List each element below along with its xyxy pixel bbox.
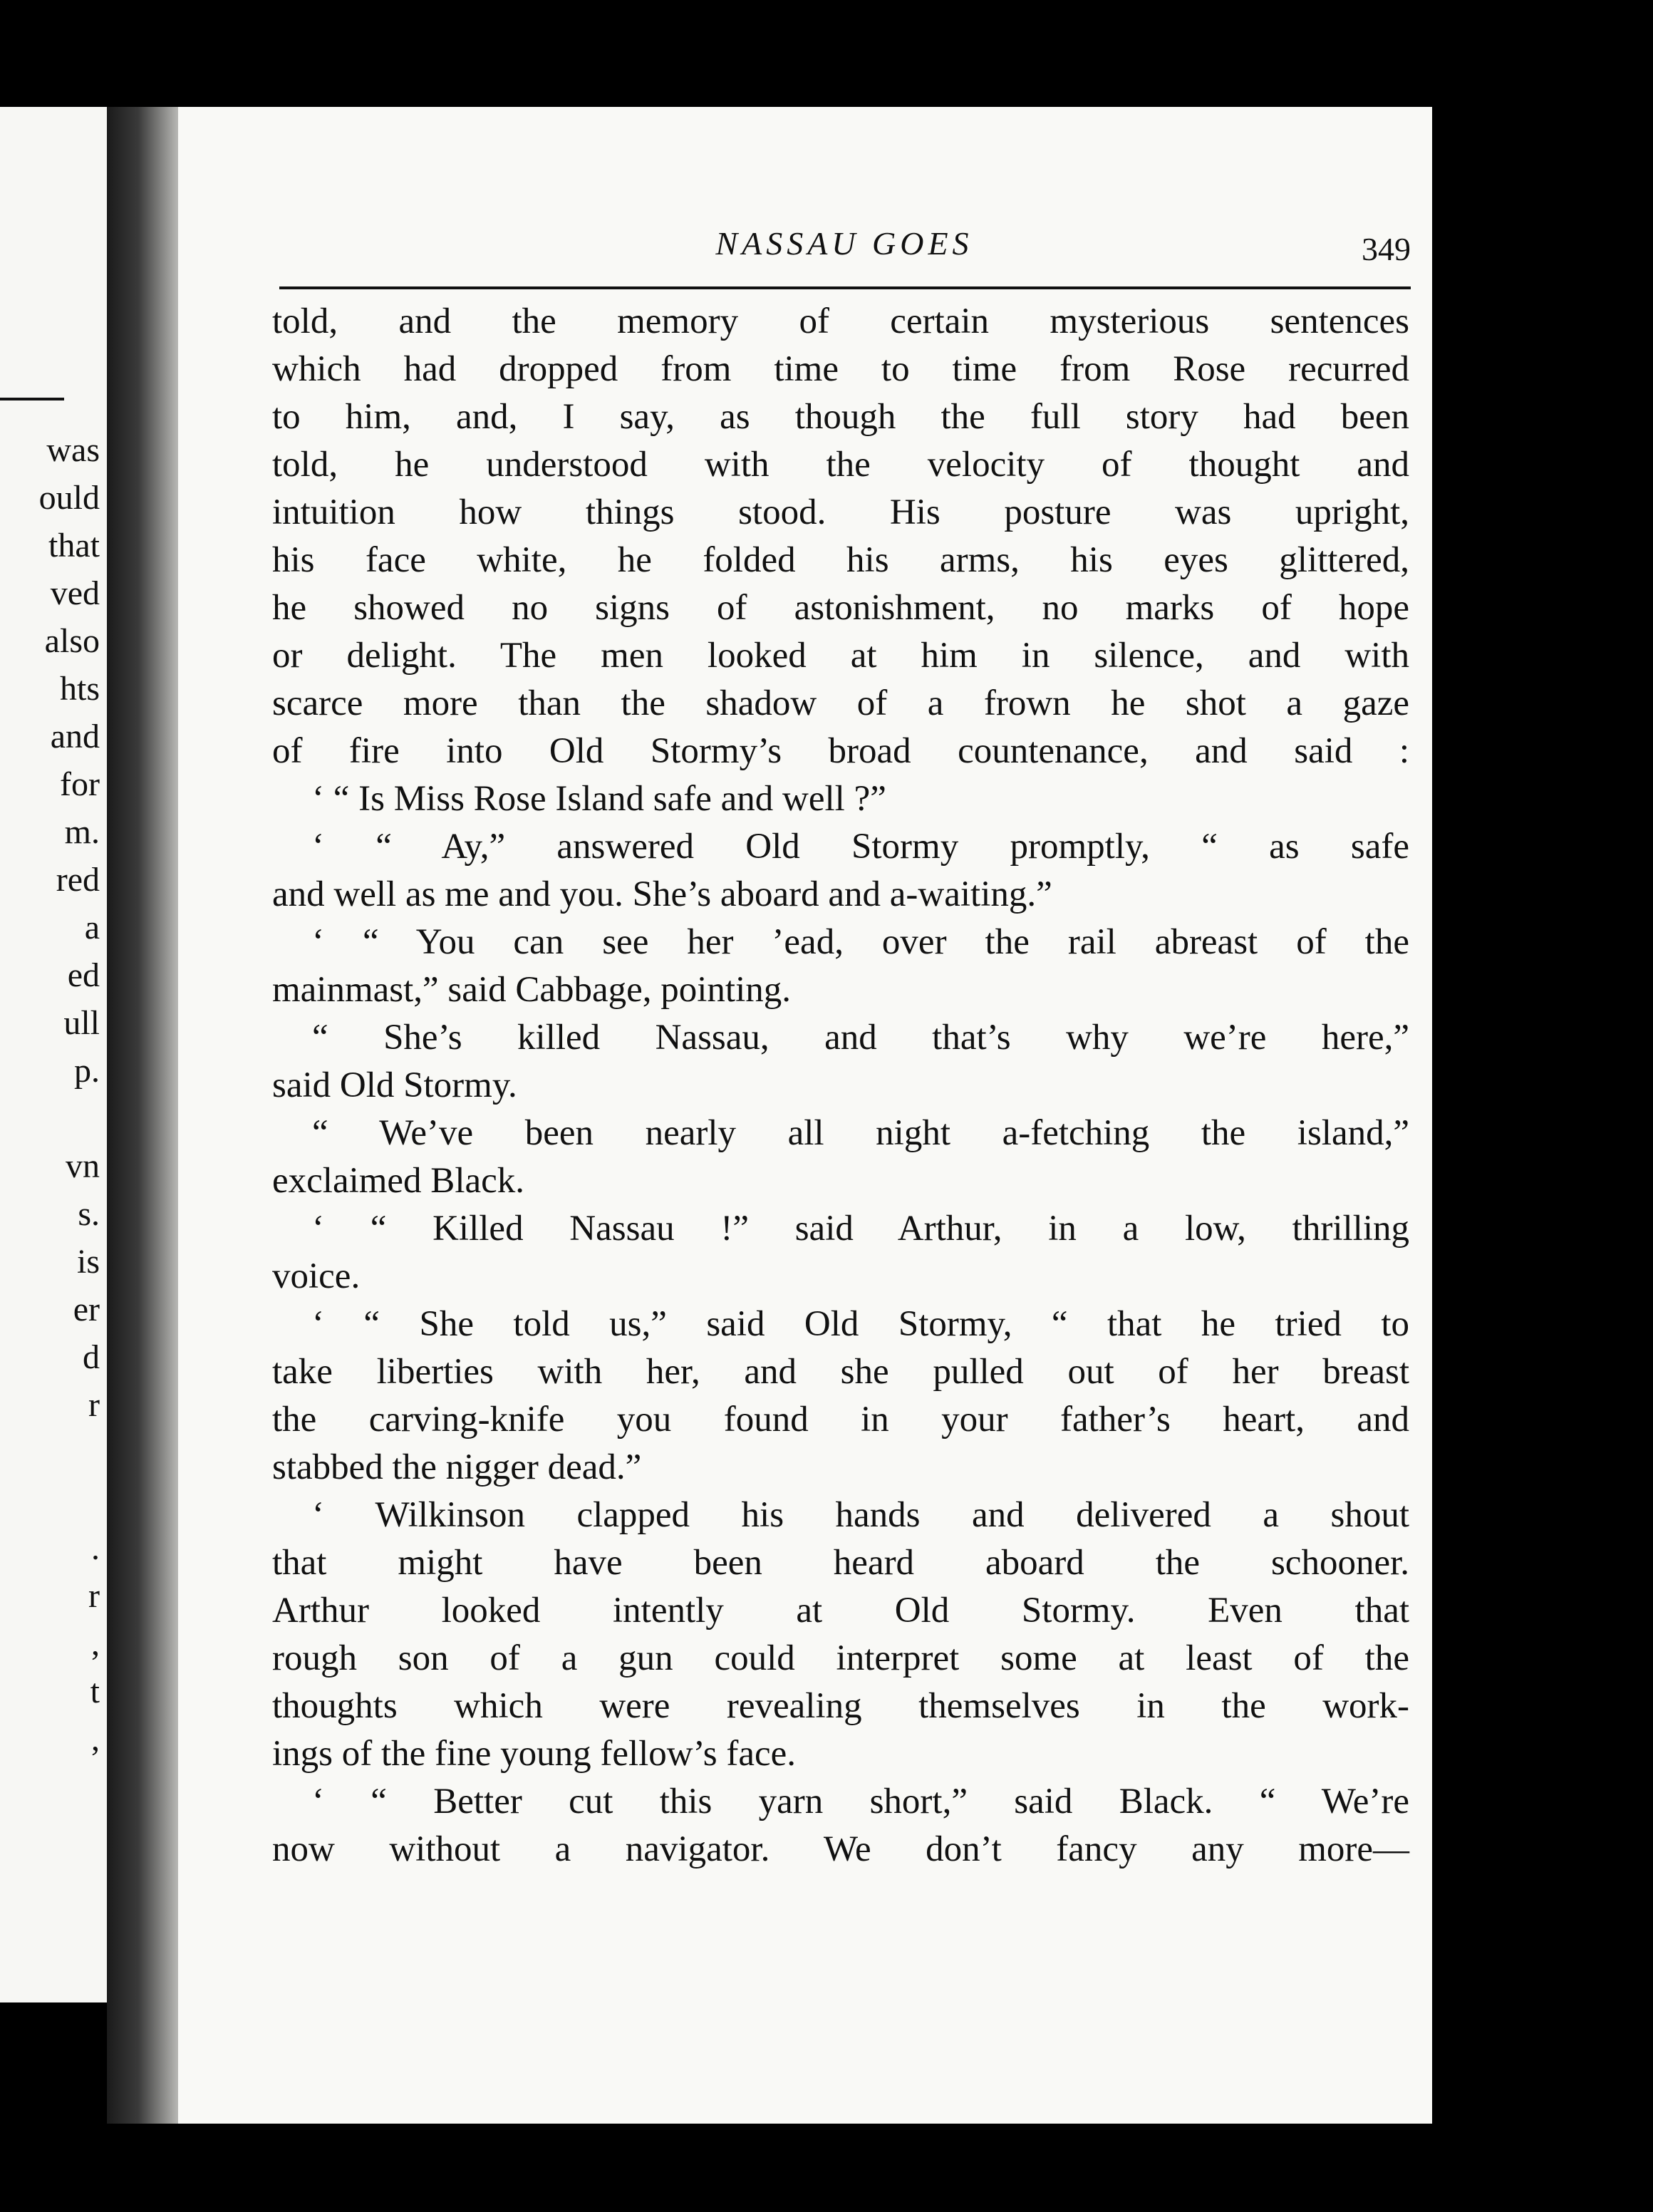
text-line: rough son of a gun could interpret some at least of the [272, 1638, 1409, 1678]
previous-page-line: was [46, 431, 100, 469]
previous-page-text [0, 426, 100, 1763]
previous-page-line: also [44, 622, 100, 660]
book-gutter [107, 107, 185, 2124]
text-line: thoughts which were revealing themselves in the work- [272, 1686, 1409, 1726]
previous-page-fragment [0, 107, 113, 2002]
previous-page-line: is [76, 1243, 100, 1281]
text-line: ‘ “ Better cut this yarn short,” said Black. “ We’re [312, 1782, 1409, 1821]
page-number: 349 [1362, 231, 1411, 267]
text-line: he showed no signs of astonishment, no marks of hope [272, 588, 1409, 628]
previous-page-line: ould [38, 479, 100, 517]
text-line: ‘ “ Killed Nassau !” said Arthur, in a low, thrilling [312, 1209, 1409, 1249]
previous-page-line: , [91, 1625, 100, 1663]
text-line: ‘ Wilkinson clapped his hands and delivered a shout [312, 1495, 1409, 1535]
previous-page-line [0, 1477, 100, 1524]
text-line: his face white, he folded his arms, his eyes glittered, [272, 540, 1409, 580]
previous-page-line: er [73, 1291, 100, 1328]
scan-border [1432, 107, 1653, 2124]
previous-page-line: a [84, 909, 100, 946]
previous-page-line: for [60, 765, 100, 803]
body-text [272, 298, 1409, 1874]
text-line: now without a navigator. We don’t fancy any more— [272, 1829, 1409, 1869]
text-line: that might have been heard aboard the schooner. [272, 1543, 1409, 1583]
text-line: the carving-knife you found in your father’s heart, and [272, 1400, 1409, 1440]
previous-page-line: and [50, 718, 100, 755]
text-line: or delight. The men looked at him in silence, and with [272, 636, 1409, 676]
previous-page-line: t [90, 1673, 100, 1710]
previous-page-line: ull [63, 1004, 100, 1042]
text-line: scarce more than the shadow of a frown he shot a gaze [272, 683, 1409, 723]
text-line: Arthur looked intently at Old Stormy. Even that [272, 1591, 1409, 1630]
previous-page-line: . [91, 1529, 100, 1567]
text-line: stabbed the nigger dead.” [272, 1447, 642, 1487]
previous-page-line: r [88, 1577, 100, 1615]
text-line: which had dropped from time to time from Rose recurred [272, 349, 1409, 389]
previous-page-line: p. [74, 1052, 100, 1090]
text-line: intuition how things stood. His posture was upright, [272, 492, 1409, 532]
previous-page-line: m. [64, 813, 100, 851]
running-head [278, 224, 1411, 274]
text-line: ‘ “ Ay,” answered Old Stormy promptly, “ as safe [312, 827, 1409, 867]
previous-page-rule [0, 398, 64, 400]
text-line: voice. [272, 1256, 361, 1296]
previous-page-line: that [48, 527, 100, 564]
text-line: ings of the fine young fellow’s face. [272, 1734, 797, 1774]
text-line: ‘ “ She told us,” said Old Stormy, “ that he tried to [312, 1304, 1409, 1344]
text-line: told, and the memory of certain mysterious sentences [272, 301, 1409, 341]
previous-page-line: red [56, 861, 100, 899]
previous-page-line: hts [59, 670, 100, 708]
previous-page-line: r [88, 1386, 100, 1424]
text-line: and well as me and you. She’s aboard and a-waiting.” [272, 874, 1052, 914]
previous-page-line: , [91, 1720, 100, 1758]
text-line: “ She’s killed Nassau, and that’s why we’re here,” [312, 1018, 1409, 1058]
previous-page-line: d [83, 1338, 100, 1376]
text-line: told, he understood with the velocity of thought and [272, 445, 1409, 485]
text-line: mainmast,” said Cabbage, pointing. [272, 970, 792, 1010]
previous-page-line [0, 1429, 100, 1477]
running-head-title: NASSAU GOES [715, 225, 973, 262]
previous-page-line: s. [78, 1195, 100, 1233]
previous-page-line: ved [50, 574, 100, 612]
text-line: said Old Stormy. [272, 1065, 517, 1105]
text-line: ‘ “ Is Miss Rose Island safe and well ?” [312, 779, 886, 819]
header-rule [279, 286, 1411, 289]
previous-page-line [0, 1095, 100, 1142]
text-line: exclaimed Black. [272, 1161, 525, 1201]
text-line: ‘ “ You can see her ’ead, over the rail abreast of the [312, 922, 1409, 962]
previous-page-line: ed [67, 956, 100, 994]
text-line: take liberties with her, and she pulled out of her breast [272, 1352, 1409, 1392]
text-line: of fire into Old Stormy’s broad countenance, and said : [272, 731, 1409, 771]
text-line: “ We’ve been nearly all night a-fetching the island,” [312, 1113, 1409, 1153]
book-page [178, 107, 1432, 2124]
text-line: to him, and, I say, as though the full story had been [272, 397, 1409, 437]
previous-page-line: vn [66, 1147, 100, 1185]
